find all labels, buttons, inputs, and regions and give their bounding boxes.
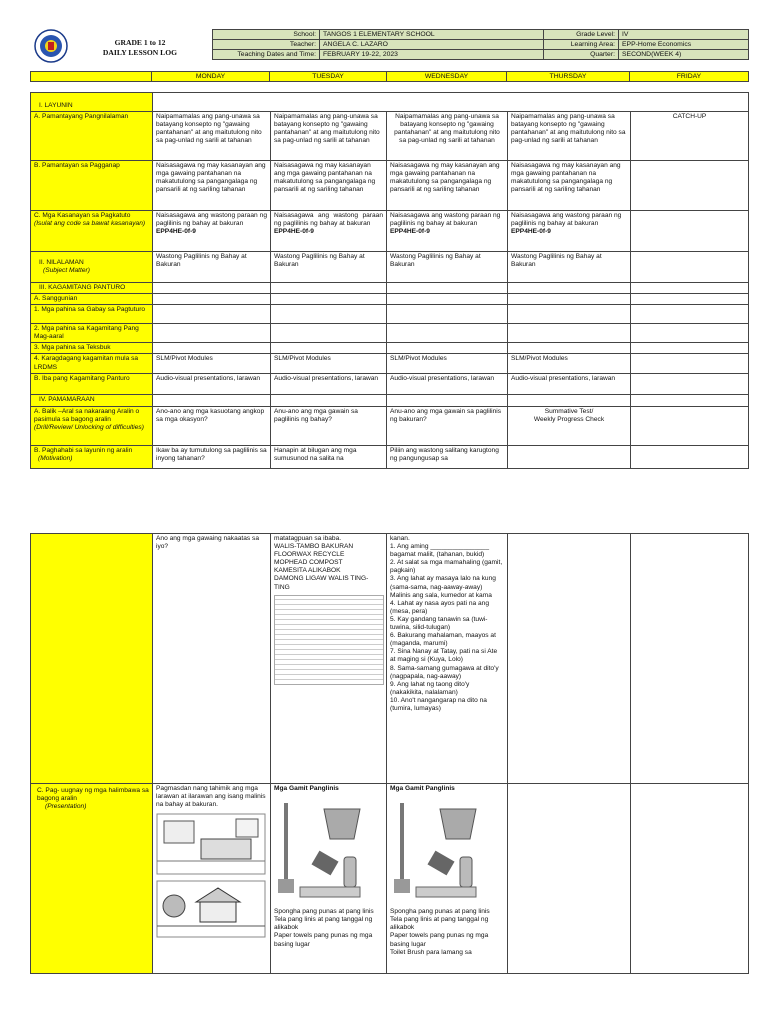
form-title: GRADE 1 to 12: [114, 38, 166, 47]
day-tuesday: TUESDAY: [270, 72, 387, 82]
row-label-pag-uugnay: C. Pag- uugnay ng mga halimbawa sa bagong aralin (Presentation): [31, 784, 153, 974]
cell-kas-fri: [631, 211, 749, 252]
cell-pagganap-fri: [631, 161, 749, 211]
dates-label: Teaching Dates and Time:: [213, 50, 320, 60]
word-list-2: MOPHEAD COMPOST: [274, 559, 343, 567]
house-yard-image: [156, 880, 266, 938]
school-label: School:: [213, 30, 320, 40]
seal-icon: [34, 29, 68, 63]
cell-pagganap-wed: Naisasagawa ng may kasanayan ang mga gawaing pantahanan na makatutulong sa pangangalaga ng pansarili at ng sariling tahanan: [387, 161, 508, 211]
cell-pang-fri: CATCH-UP: [631, 112, 749, 161]
cell-kas-thu: Naisasagawa ang wastong paraan ng paglilinis ng bahay at bakuran EPP4HE-0f-9: [508, 211, 631, 252]
cell-c-mon: Pagmasdan nang tahimik ang mga larawan at ilarawan ang isang malinis na bahay at bakuran.: [153, 784, 271, 974]
cell-pag-thu: [508, 445, 631, 468]
day-wednesday: WEDNESDAY: [387, 72, 507, 82]
section-layunin: I. LAYUNIN: [31, 93, 153, 112]
section-pamamaraan: IV. PAMAMARAAN: [31, 395, 153, 406]
header-info-table: [212, 29, 749, 60]
cell-pang-tue: Naipamamalas ang pang-unawa sa batayang konsepto ng "gawaing pantahanan" at ang maitutulong nito sa pag-unlad ng sarili at tahanan: [271, 112, 387, 161]
tools-title-wed: Mga Gamit Panglinis: [390, 785, 455, 792]
cell-kas-wed: Naisasagawa ang wastong paraan ng paglilinis ng bahay at bakuran EPP4HE-0f-9: [387, 211, 508, 252]
day-monday: MONDAY: [152, 72, 270, 82]
word-list-5: TING: [274, 583, 290, 591]
deped-seal: [34, 29, 68, 63]
cell-nil-wed: Wastong Paglilinis ng Bahay at Bakuran: [387, 252, 508, 283]
cell-iba-mon: Audio-visual presentations, larawan: [153, 374, 271, 395]
cell-pagganap-thu: Naisasagawa ng may kasanayan ang mga gawaing pantahanan na makatutulong sa pangangalaga ng pansarili at ng sariling tahanan: [508, 161, 631, 211]
row-label-nilalaman: II. NILALAMAN (Subject Matter): [31, 252, 153, 283]
lesson-table-page2: [30, 533, 749, 974]
cell-p2-wed: kanan. 1. Ang aming ________________ bagamat maliit, (tahanan, bukid) 2. At salat sa mga mamahaling (gamit, pagkain) 3. Ang lahat ay masaya lalo na kung (sama-sama, nag-aaway-away) Malinis ang sala, kumedor at kama 4. Lahat ay nasa ayos pati na ang (mesa, pera) 5. Kay gandang tanawin sa (tuwi-tuwina, silid-tulugan) 6. Bakurang mahalaman, maayos at (maganda, marumi) 7. Sina Nanay at Tatay, pati na si Ate at maging si (Kuya, Lolo) 8. Sama-samang gumagawa at dito'y (nagpapala, nag-aaway) 9. Ang lahat ng taong dito'y (nakakikita, nalalaman) 10. Ano't nangangarap na dito na (tumira, lumayas): [387, 534, 508, 784]
row-label-iba: B. Iba pang Kagamitang Panturo: [31, 374, 153, 395]
word-list-1: FLOORWAX RECYCLE: [274, 551, 345, 559]
cell-lrdms-mon: SLM/Pivot Modules: [153, 354, 271, 374]
row-label-teksbuk: 3. Mga pahina sa Teksbuk: [31, 343, 153, 354]
cell-balik-thu: Summative Test/ Weekly Progress Check: [508, 406, 631, 445]
tools-title-tue: Mga Gamit Panglinis: [274, 785, 339, 792]
word-list-3: KAMESITA ALIKABOK: [274, 567, 341, 575]
school-value: TANGOS 1 ELEMENTARY SCHOOL: [320, 30, 544, 40]
word-list-4: DAMONG LIGAW WALIS TING-: [274, 575, 369, 583]
cell-c-wed: Mga Gamit Panglinis Spongha pang punas at pang linis Tela pang linis at pang tanggal ng alikabok Paper towels pang punas ng mga basing lugar Toilet Brush para lamang sa: [387, 784, 508, 974]
cell-pang-wed: Naipamamalas ang pang-unawa sa batayang konsepto ng "gawaing pantahanan" at ang maitutulong nito sa pag-unlad ng sarili at tahanan: [387, 112, 508, 161]
cell-lrdms-wed: SLM/Pivot Modules: [387, 354, 508, 374]
row-label-pangnilalaman: A. Pamantayang Pangnilalaman: [31, 112, 153, 161]
cell-p2-tue: matatagpuan sa ibaba. WALIS-TAMBO BAKURAN FLOORWAX RECYCLE MOPHEAD COMPOST KAMESITA ALIKABOK DAMONG LIGAW WALIS TING- TING: [271, 534, 387, 784]
row-label-kagamitang-pang: 2. Mga pahina sa Kagamitang Pang Mag-aaral: [31, 324, 153, 343]
area-value: EPP-Home Economics: [619, 40, 749, 50]
row-label-gabay: 1. Mga pahina sa Gabay sa Pagtuturo: [31, 305, 153, 324]
row-label-sanggunian: A. Sanggunian: [31, 294, 153, 305]
cleaning-tools-image-tue: [274, 795, 382, 903]
word-search-grid: [274, 595, 384, 685]
cell-balik-mon: Ano-ano ang mga kasuotang angkop sa mga okasyon?: [153, 406, 271, 445]
cell-p2-mon: Ano ang mga gawaing nakaatas sa iyo?: [153, 534, 271, 784]
quarter-label: Quarter:: [544, 50, 619, 60]
form-subtitle: DAILY LESSON LOG: [102, 48, 178, 57]
day-thursday: THURSDAY: [507, 72, 630, 82]
cell-pag-fri: [631, 445, 749, 468]
row-label-kasanayan: [31, 211, 153, 252]
cell-pagganap-tue: Naisasagawa ng may kasanayan ang mga gawaing pantahanan na makatutulong sa pangangalaga ng pansarili at ng sariling tahanan: [271, 161, 387, 211]
grade-label: Grade Level:: [544, 30, 619, 40]
cell-nil-mon: Wastong Paglilinis ng Bahay at Bakuran: [153, 252, 271, 283]
cell-nil-tue: Wastong Paglilinis ng Bahay at Bakuran: [271, 252, 387, 283]
cell-pag-tue: Hanapin at bilugan ang mga sumusunod na salita na: [271, 445, 387, 468]
dates-value: FEBRUARY 19-22, 2023: [320, 50, 544, 60]
cell-balik-fri: [631, 406, 749, 445]
cell-c-tue: Mga Gamit Panglinis Spongha pang punas at pang linis Tela pang linis at pang tanggal ng alikabok Paper towels pang punas ng mga basing lugar: [271, 784, 387, 974]
house-interior-image: [156, 813, 266, 875]
cell-kas-tue: Naisasagawa ang wastong paraan ng paglilinis ng bahay at bakuran EPP4HE-0f-9: [271, 211, 387, 252]
cell-iba-tue: Audio-visual presentations, larawan: [271, 374, 387, 395]
cell-balik-tue: Anu-ano ang mga gawain sa paglilinis ng bahay?: [271, 406, 387, 445]
lesson-table-page1: [30, 92, 749, 469]
cell-nil-thu: Wastong Paglilinis ng Bahay at Bakuran: [508, 252, 631, 283]
teacher-value: ANGELA C. LAZARO: [320, 40, 544, 50]
cell-lrdms-tue: SLM/Pivot Modules: [271, 354, 387, 374]
cell-pang-mon: Naipamamalas ang pang-unawa sa batayang konsepto ng "gawaing pantahanan" at ang maitutulong nito sa pag-unlad ng sarili at tahanan: [153, 112, 271, 161]
cell-iba-wed: Audio-visual presentations, larawan: [387, 374, 508, 395]
cell-balik-wed: Anu-ano ang mga gawain sa paglilinis ng bakuran?: [387, 406, 508, 445]
code-mon: EPP4HE-0f-9: [156, 228, 196, 236]
cell-pag-mon: Ikaw ba ay tumutulong sa paglilinis sa inyong tahanan?: [153, 445, 271, 468]
cell-lrdms-thu: SLM/Pivot Modules: [508, 354, 631, 374]
code-wed: EPP4HE-0f-9: [390, 228, 430, 236]
area-label: Learning Area:: [544, 40, 619, 50]
cell-kas-mon: Naisasagawa ang wastong paraan ng paglilinis ng bahay at bakuran EPP4HE-0f-9: [153, 211, 271, 252]
row-label-paghahabi: B. Paghahabi sa layunin ng aralin (Motivation): [31, 445, 153, 468]
quarter-value: SECOND(WEEK 4): [619, 50, 749, 60]
cell-iba-thu: Audio-visual presentations, larawan: [508, 374, 631, 395]
code-thu: EPP4HE-0f-9: [511, 228, 551, 236]
teacher-label: Teacher:: [213, 40, 320, 50]
row-label-balik: A. Balik –Aral sa nakaraang Aralin o pasimula sa bagong aralin (Drill/Review/ Unlocking of difficulties): [31, 406, 153, 445]
code-tue: EPP4HE-0f-9: [274, 228, 314, 236]
cell-pagganap-mon: Naisasagawa ng may kasanayan ang mga gawaing pantahanan na makatutulong sa pangangalaga ng pansarili at ng sariling tahanan: [153, 161, 271, 211]
word-list-0: WALIS-TAMBO BAKURAN: [274, 543, 354, 551]
section-kagamitan: III. KAGAMITANG PANTURO: [31, 283, 153, 294]
cell-pang-thu: Naipamamalas ang pang-unawa sa batayang konsepto ng "gawaing pantahanan" at ang maitutulong nito sa pag-unlad ng sarili at tahanan: [508, 112, 631, 161]
row-label-pagganap: B. Pamantayan sa Pagganap: [31, 161, 153, 211]
days-header: [30, 71, 749, 82]
kasanayan-title: C. Mga Kasanayan sa Pagkatuto: [34, 212, 131, 219]
row-label-lrdms: 4. Karagdagang kagamitan mula sa LRDMS: [31, 354, 153, 374]
kasanayan-subtitle: (Isulat ang code sa bawat kasanayan): [34, 220, 146, 228]
grade-value: IV: [619, 30, 749, 40]
cleaning-tools-image-wed: [390, 795, 498, 903]
cell-pag-wed: Piliin ang wastong salitang karugtong ng pangungusap sa: [387, 445, 508, 468]
day-friday: FRIDAY: [630, 72, 749, 82]
